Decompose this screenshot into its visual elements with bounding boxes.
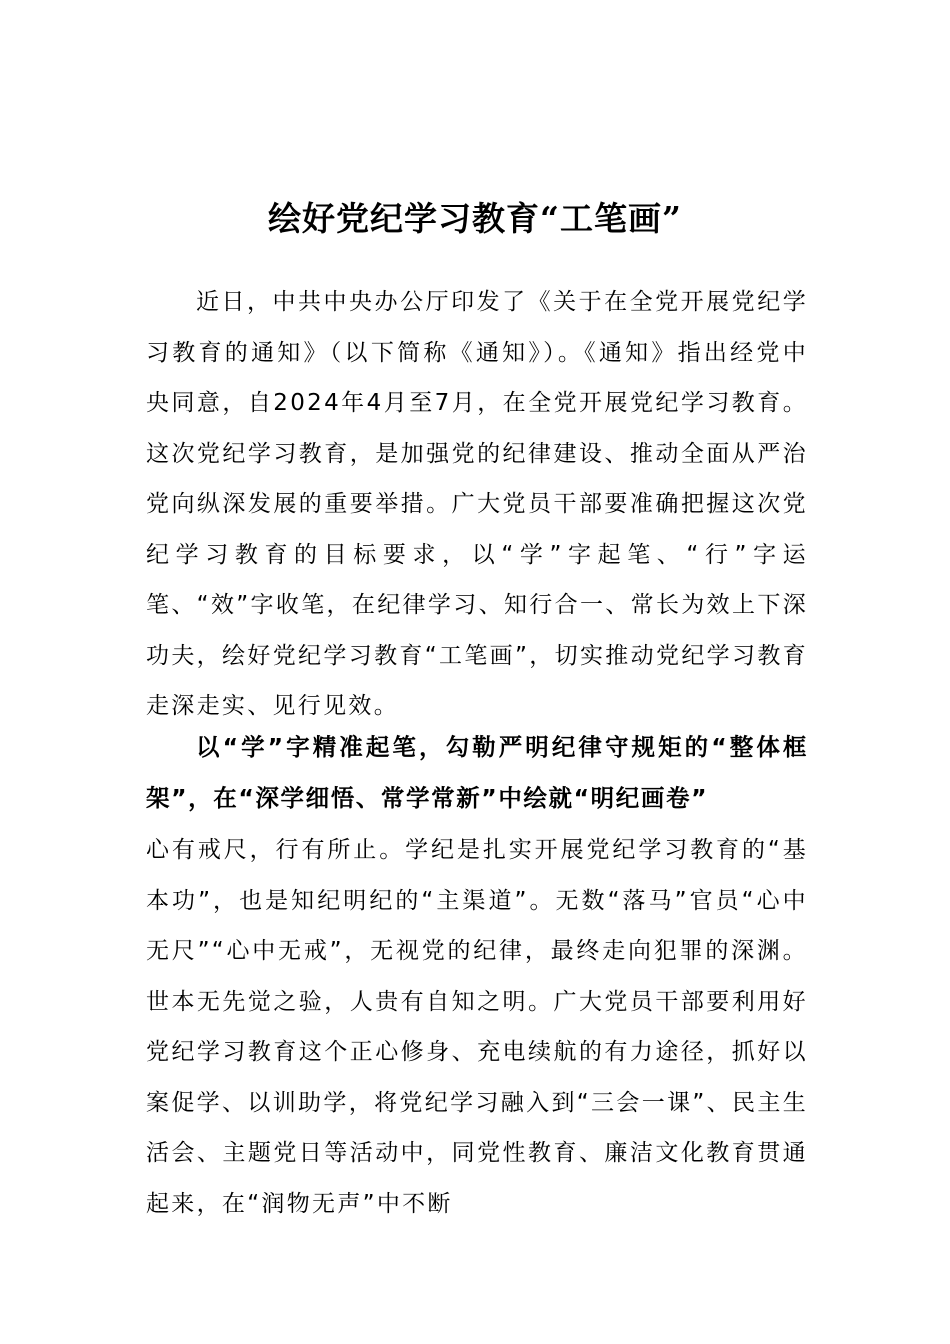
intro-paragraph: 近日，中共中央办公厅印发了《关于在全党开展党纪学习教育的通知》（以下简称《通知》）。《通知》指出经党中央同意，自2024年4月至7月，在全党开展党纪学习教育。这次党纪学习教育，是加强党的纪律建设、推动全面从严治党向纵深发展的重要举措。广大党员干部要准确把握这次党纪学习教育的目标要求，以“学”字起笔、“行”字运笔、“效”字收笔，在纪律学习、知行合一、常长为效上下深功夫，绘好党纪学习教育“工笔画”，切实推动党纪学习教育走深走实、见行见效。	[146, 289, 808, 719]
body-paragraph: 心有戒尺，行有所止。学纪是扎实开展党纪学习教育的“基本功”，也是知纪明纪的“主渠道”。无数“落马”官员“心中无尺”“心中无戒”，无视党的纪律，最终走向犯罪的深渊。世本无先觉之验，人贵有自知之明。广大党员干部要利用好党纪学习教育这个正心修身、充电续航的有力途径，抓好以案促学、以训助学，将党纪学习融入到“三会一课”、民主生活会、主题党日等活动中，同党性教育、廉洁文化教育贯通起来，在“润物无声”中不断	[146, 837, 808, 1217]
document-title: 绘好党纪学习教育“工笔画”	[268, 199, 682, 239]
section-heading: 以“学”字精准起笔，勾勒严明纪律守规矩的“整体框架”，在“深学细悟、常学常新”中绘就“明纪画卷”	[146, 733, 808, 812]
